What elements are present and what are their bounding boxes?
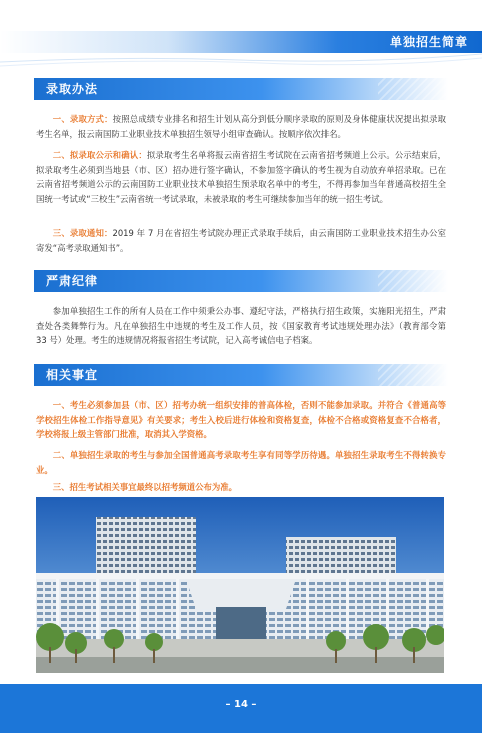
top-banner: [0, 0, 482, 68]
section-title: 严肃纪律: [46, 274, 99, 288]
paragraph-lead: 三、录取通知：: [52, 228, 113, 238]
section-header-related-matters: [34, 364, 448, 386]
paragraph-text: 按照总成绩专业排名和招生计划从高分到低分顺序录取的原则及身体健康状况提出拟录取考生名单，报云南国防工业职业技术单独招生领导小组审查确认。按顺序依次排名。: [36, 114, 447, 139]
admission-notice-paragraph: [36, 226, 446, 255]
related-item-2: 二、单独招生录取的考生与参加全国普通高考录取考生享有同等学历待遇。单独招生录取考生不得转换专业。: [36, 450, 446, 475]
related-item-1: 一、考生必须参加县（市、区）招考办统一组织安排的普高体检，否则不能参加录取。并符合《普通高等学校招生体检工作指导意见》有关要求；考生入校后进行体检和资格复查，体检不合格或资格复查不合格者，学校将报上级主管部门批准，取消其入学资格。: [36, 400, 446, 440]
admission-method-paragraph: [36, 112, 446, 141]
paragraph-text: 2019 年 7 月在省招生考试院办理正式录取手续后，由云南国防工业职业技术招生办公室寄发“高考录取通知书”。: [36, 228, 446, 253]
related-item-3: 三、招生考试相关事宜最终以招考频道公布为准。: [52, 482, 238, 492]
section-header-discipline: [34, 270, 448, 292]
paragraph-text: 拟录取考生名单将报云南省招生考试院在云南省招考频道上公示。公示结束后，拟录取考生必须到当地县（市、区）招办进行签字确认，不参加签字确认的考生视为自动放弃单招录取。已在云南省招考频道公示的云南国防工业职业技术单独招生预录取名单中的考生，不得再参加当年普通高校招生全国统一考试或“三校生”云南省统一考试录取，未被录取的考生可继续参加当年的统一招生考试。: [36, 150, 447, 204]
page-number: – 14 –: [225, 699, 257, 710]
admission-publicity-paragraph: [36, 148, 446, 206]
paragraph-lead: 一、录取方式：: [52, 114, 113, 124]
header-title: 单独招生简章: [389, 35, 468, 49]
section-title: 录取办法: [46, 82, 99, 96]
header-stripe-decoration: [378, 364, 448, 386]
campus-building-photo: [36, 497, 444, 673]
paragraph-lead: 二、拟录取公示和确认：: [52, 150, 147, 160]
discipline-paragraph: 参加单独招生工作的所有人员在工作中须秉公办事、遵纪守法，严格执行招生政策，实施阳光招生，严肃查处各类舞弊行为。凡在单独招生中违规的考生及工作人员，按《国家教育考试违规处理办法》（教育部令第 33 号）处理。考生的违规情况将报省招生考试院，记入高考诚信电子档案。: [36, 306, 446, 346]
section-title: 相关事宜: [46, 368, 99, 382]
header-stripe-decoration: [378, 270, 448, 292]
header-stripe-decoration: [378, 78, 448, 100]
section-header-admission: [34, 78, 448, 100]
